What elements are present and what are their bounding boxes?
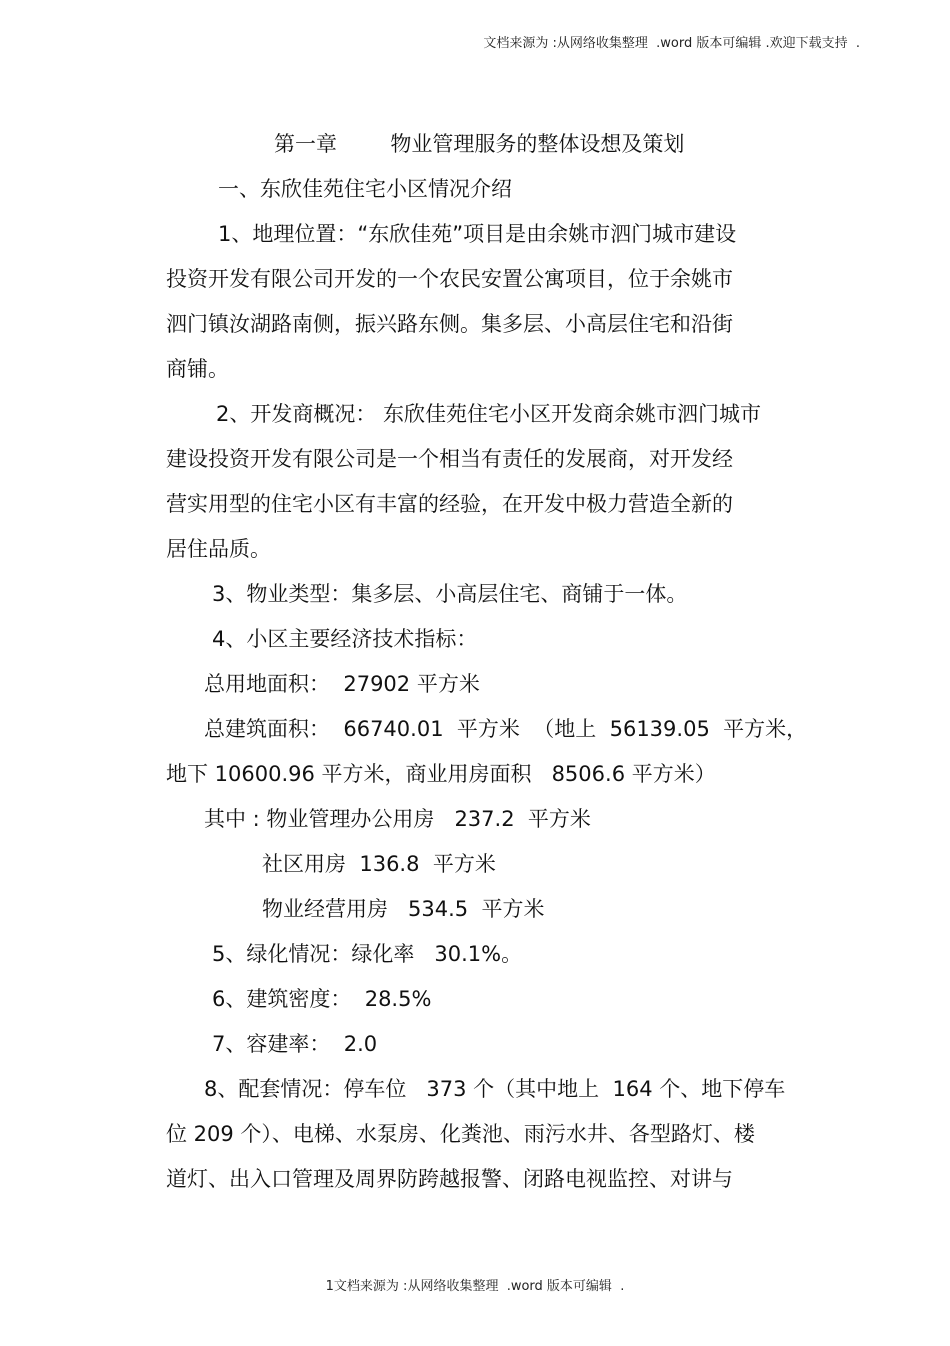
page-footer: 1文档来源为 :从网络收集整理 .word 版本可编辑 . [325, 1279, 625, 1294]
paragraph-location-line: 泗门镇汝湖路南侧，振兴路东侧。集多层、小高层住宅和沿街 [166, 312, 733, 336]
paragraph-location-line: 1、地理位置：“东欣佳苑”项目是由余姚市泗门城市建设 [218, 222, 737, 246]
paragraph-developer-line: 建设投资开发有限公司是一个相当有责任的发展商，对开发经 [166, 447, 733, 471]
property-business-room: 物业经营用房 534.5 平方米 [262, 897, 545, 921]
paragraph-location-line: 投资开发有限公司开发的一个农民安置公寓项目，位于余姚市 [166, 267, 733, 291]
greening: 5、绿化情况：绿化率 30.1%。 [212, 942, 523, 966]
facilities-line: 8、配套情况：停车位 373 个（其中地上 164 个、地下停车 [204, 1077, 786, 1101]
paragraph-developer-line: 2、开发商概况： 东欣佳苑住宅小区开发商余姚市泗门城市 [216, 402, 762, 426]
building-area-continued: 地下 10600.96 平方米，商业用房面积 8506.6 平方米） [166, 762, 716, 786]
community-room: 社区用房 136.8 平方米 [262, 852, 496, 876]
indicators-heading: 4、小区主要经济技术指标： [212, 627, 478, 651]
land-area: 总用地面积： 27902 平方米 [204, 672, 480, 696]
paragraph-developer-line: 居住品质。 [166, 537, 271, 561]
of-which-office: 其中 : 物业管理办公用房 237.2 平方米 [204, 807, 591, 831]
section-title: 一、东欣佳苑住宅小区情况介绍 [218, 177, 512, 201]
paragraph-developer-line: 营实用型的住宅小区有丰富的经验，在开发中极力营造全新的 [166, 492, 733, 516]
facilities-line: 位 209 个）、电梯、水泵房、化粪池、雨污水井、各型路灯、楼 [166, 1122, 755, 1146]
chapter-title: 第一章 物业管理服务的整体设想及策划 [274, 132, 685, 156]
building-area: 总建筑面积： 66740.01 平方米 （地上 56139.05 平方米， [204, 717, 808, 741]
building-density: 6、建筑密度： 28.5% [212, 987, 432, 1011]
floor-area-ratio: 7、容建率： 2.0 [212, 1032, 378, 1056]
paragraph-location-line: 商铺。 [166, 357, 229, 381]
page-header: 文档来源为 :从网络收集整理 .word 版本可编辑 .欢迎下载支持 . [483, 36, 860, 51]
property-type: 3、物业类型：集多层、小高层住宅、商铺于一体。 [212, 582, 688, 606]
facilities-line: 道灯、出入口管理及周界防跨越报警、闭路电视监控、对讲与 [166, 1167, 733, 1191]
